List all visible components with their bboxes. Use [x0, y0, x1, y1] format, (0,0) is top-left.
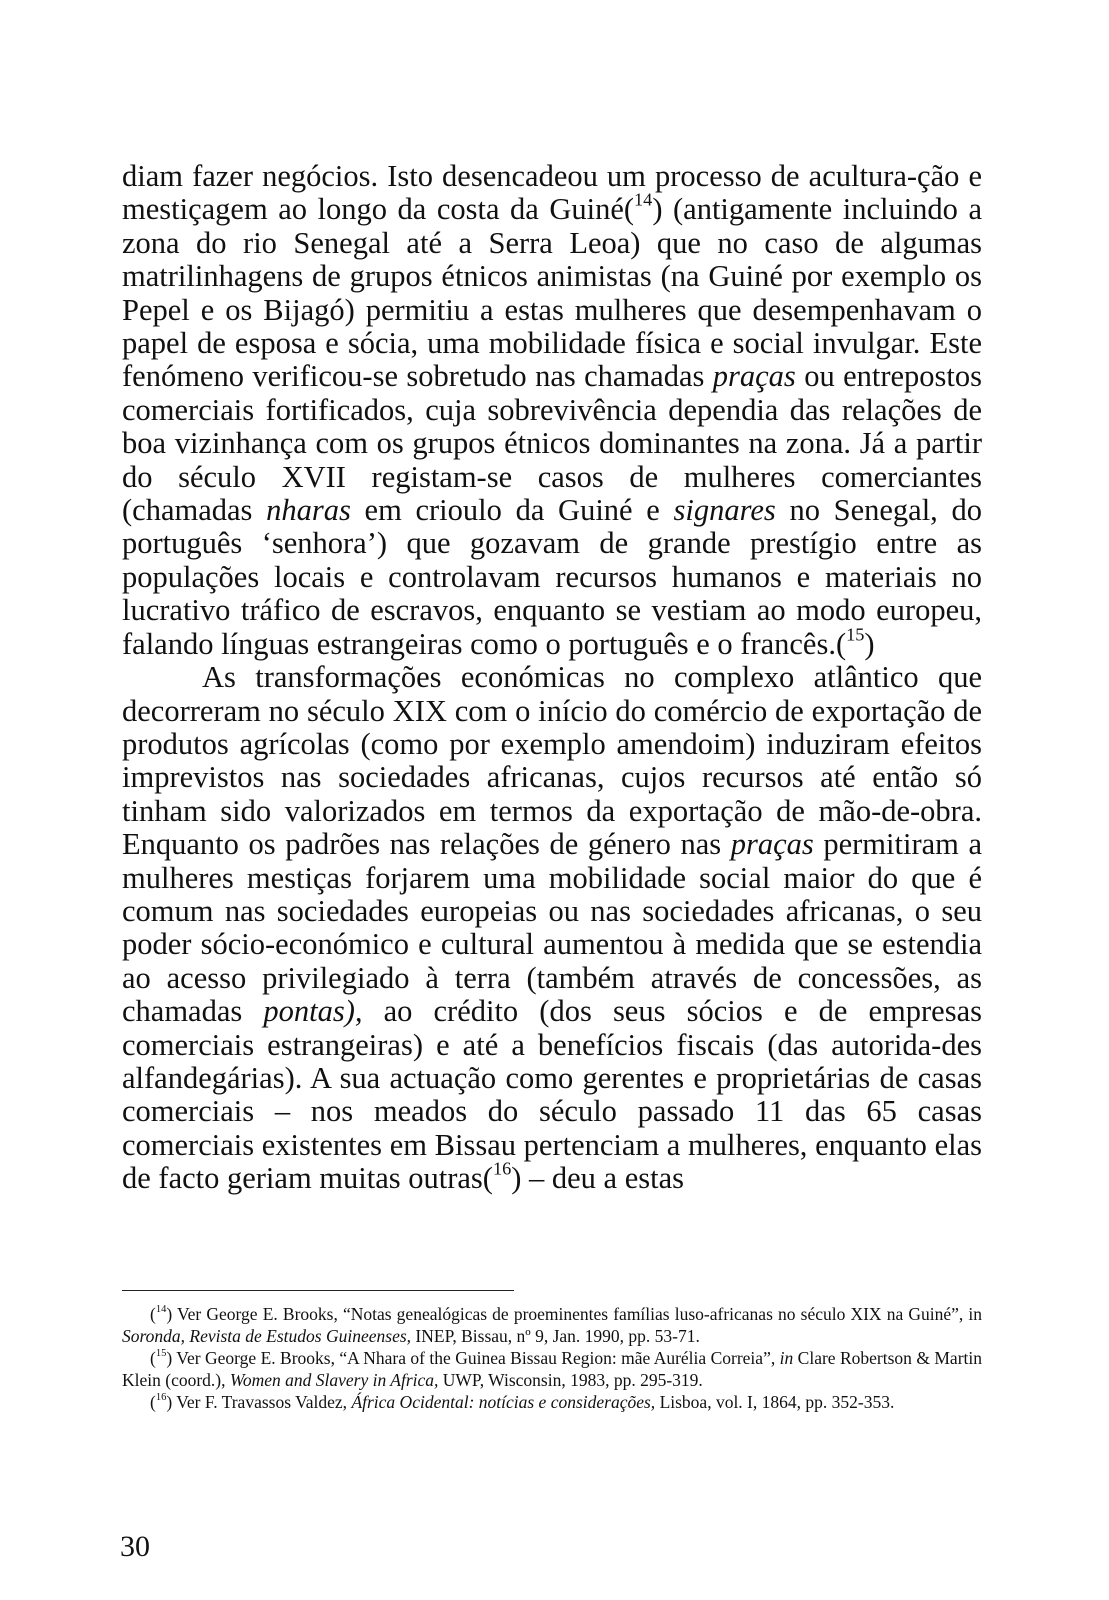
- footnote-16: ($^{16}$) Ver F. Travassos Valdez, África Ocidental: notícias e considerações, Lisboa, vol. I, 1864, pp. 352-353.: [150, 1392, 895, 1412]
- paragraph-2: As transformações económicas no complexo atlântico que decorreram no século XIX com o início do comércio de exportação de produtos agrícolas (como por exemplo amendoim) induziram efeitos imprevistos nas sociedades africanas, cujos recursos até então só tinham sido valorizados em termos da exportação de mão-de-obra. Enquanto os padrões nas relações de género nas praças permitiram a mulheres mestiças forjarem uma mobilidade social maior do que é comum nas sociedades europeias ou nas sociedades africanas, o seu poder sócio-económico e cultural aumentou à medida que se estendia ao acesso privilegiado à terra (também através de concessões, as chamadas pontas), ao crédito (dos seus sócios e de empresas comerciais estrangeiras) e até a benefícios fiscais (das autorida-des alfandegárias). A sua actuação como gerentes e proprietárias de casas comerciais – nos meados do século passado 11 das 65 casas comerciais existentes em Bissau pertenciam a mulheres, enquanto elas de facto geriam muitas outras($^{16}$) – deu a estas: [122, 660, 983, 1196]
- footnote-14: ($^{14}$) Ver George E. Brooks, “Notas genealógicas de proeminentes famílias luso-africanas no século XIX na Guiné”, in Soronda, Revista de Estudos Guineenses, INEP, Bissau, nº 9, Jan. 1990, pp. 53-71.: [122, 1304, 982, 1346]
- footnote-ref-15: 15: [846, 623, 865, 644]
- footnote-ref-14: 14: [634, 189, 653, 210]
- italic-term: nharas: [266, 493, 351, 528]
- italic-term: pontas),: [263, 994, 363, 1029]
- footnote-15: ($^{15}$) Ver George E. Brooks, “A Nhara of the Guinea Bissau Region: mãe Aurélia Correia”, in Clare Robertson & Martin Klein (coord.), Women and Slavery in Africa, UWP, Wisconsin, 1983, pp. 295-319.: [122, 1348, 982, 1390]
- footnotes: [122, 1304, 982, 1415]
- italic-term: signares: [673, 493, 776, 528]
- footnote-divider: [122, 1290, 514, 1291]
- paragraph-1: diam fazer negócios. Isto desencadeou um processo de acultura-ção e mestiçagem ao longo da costa da Guiné($^{14}$) (antigamente incluindo a zona do rio Senegal até a Serra Leoa) que no caso de algumas matrilinhagens de grupos étnicos animistas (na Guiné por exemplo os Pepel e os Bijagó) permitiu a estas mulheres que desempenhavam o papel de esposa e sócia, uma mobilidade física e social invulgar. Este fenómeno verificou-se sobretudo nas chamadas praças ou entrepostos comerciais fortificados, cuja sobrevivência dependia das relações de boa vizinhança com os grupos étnicos dominantes na zona. Já a partir do século XVII registam-se casos de mulheres comerciantes (chamadas nharas em crioulo da Guiné e signares no Senegal, do português ‘senhora’) que gozavam de grande prestígio entre as populações locais e controlavam recursos humanos e materiais no lucrativo tráfico de escravos, enquanto se vestiam ao modo europeu, falando línguas estrangeiras como o português e o francês.($^{15}$): [122, 159, 983, 661]
- italic-term: praças: [712, 359, 796, 394]
- page-number: 30: [120, 1530, 150, 1563]
- footnote-ref-16: 16: [492, 1158, 512, 1179]
- italic-term: praças: [730, 827, 814, 862]
- main-text: [122, 160, 982, 1196]
